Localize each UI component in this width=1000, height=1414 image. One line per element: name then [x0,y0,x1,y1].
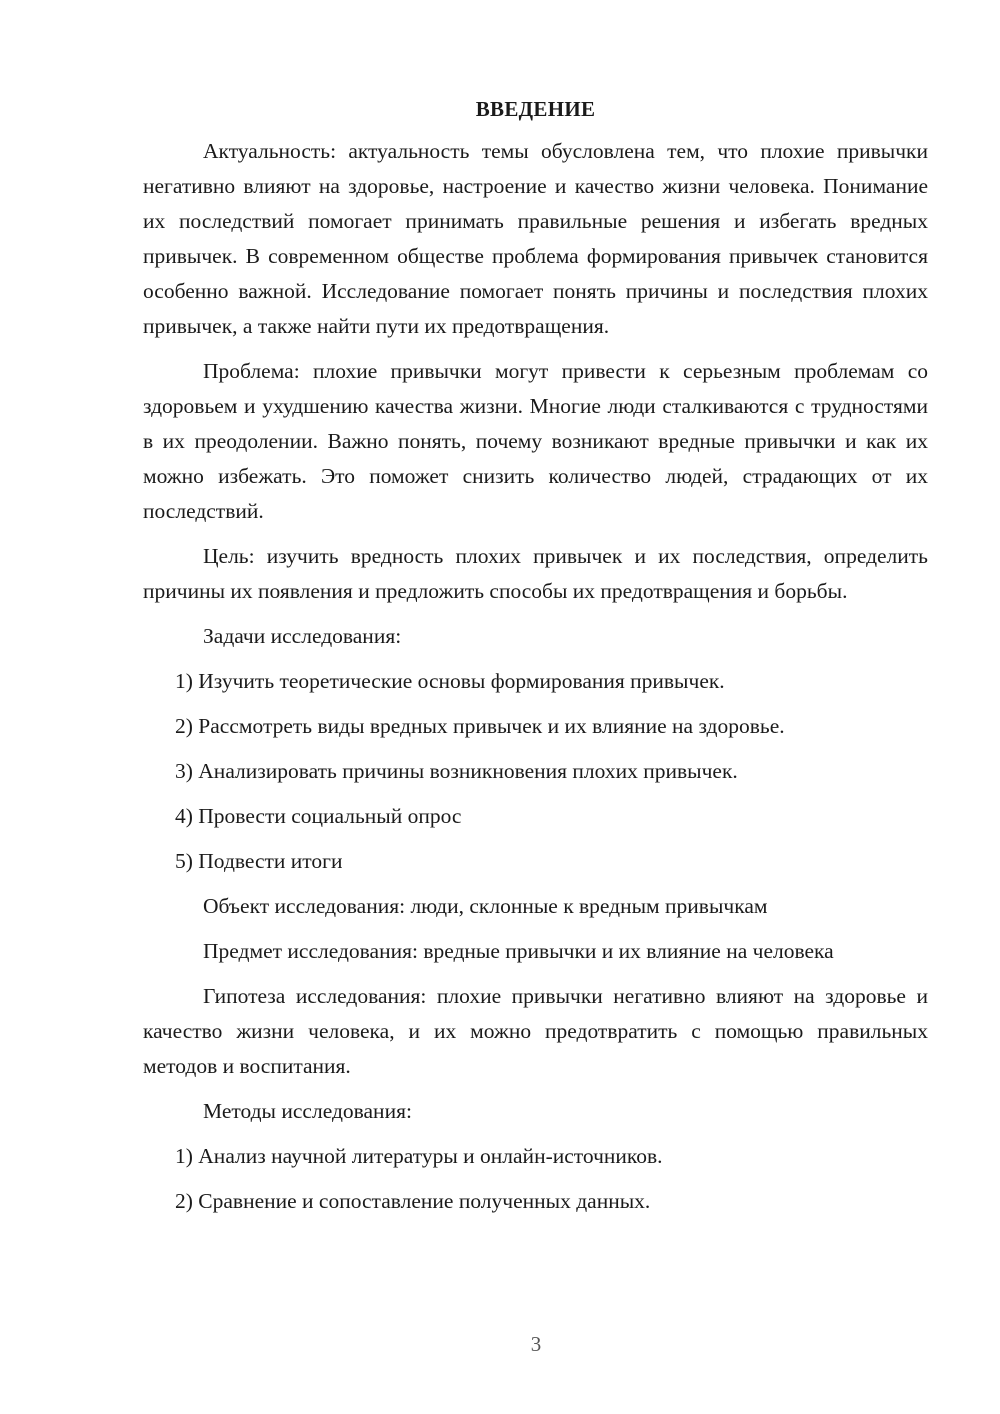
list-item: 2) Рассмотреть виды вредных привычек и их влияние на здоровье. [175,714,785,738]
list-item: 1) Анализ научной литературы и онлайн-источников. [175,1144,663,1168]
methods-heading: Методы исследования: [203,1099,412,1123]
relevance-paragraph: Актуальность: актуальность темы обусловлена тем, что плохие привычки негативно влияют на здоровье, настроение и качество жизни человека. Понимание их последствий помогает принимать правильные решения и избегать вредных привычек. В современном обществе проблема формирования привычек становится особенно важной. Исследование помогает понять причины и последствия плохих привычек, а также найти пути их предотвращения. [143,139,928,338]
tasks-list [143,664,928,879]
goal-paragraph: Цель: изучить вредность плохих привычек и их последствия, определить причины их появления и предложить способы их предотвращения и борьбы. [143,544,928,603]
list-item: 4) Провести социальный опрос [175,804,462,828]
list-item: 2) Сравнение и сопоставление полученных данных. [175,1189,651,1213]
page-title: ВВЕДЕНИЕ [475,97,596,121]
list-item: 1) Изучить теоретические основы формирования привычек. [175,669,725,693]
tasks-heading: Задачи исследования: [203,624,402,648]
page-number: 3 [530,1332,542,1356]
list-item: 5) Подвести итоги [175,849,343,873]
list-item: 3) Анализировать причины возникновения плохих привычек. [175,759,738,783]
subject-paragraph: Предмет исследования: вредные привычки и их влияние на человека [203,939,834,963]
problem-paragraph: Проблема: плохие привычки могут привести к серьезным проблемам со здоровьем и ухудшению качества жизни. Многие люди сталкиваются с трудностями в их преодолении. Важно понять, почему возникают вредные привычки и как их можно избежать. Это поможет снизить количество людей, страдающих от их последствий. [143,359,928,523]
hypothesis-paragraph: Гипотеза исследования: плохие привычки негативно влияют на здоровье и качество жизни человека, и их можно предотвратить с помощью правильных методов и воспитания. [143,984,928,1078]
document-page [143,92,928,1229]
object-paragraph: Объект исследования: люди, склонные к вредным привычкам [203,894,768,918]
methods-list [143,1139,928,1219]
